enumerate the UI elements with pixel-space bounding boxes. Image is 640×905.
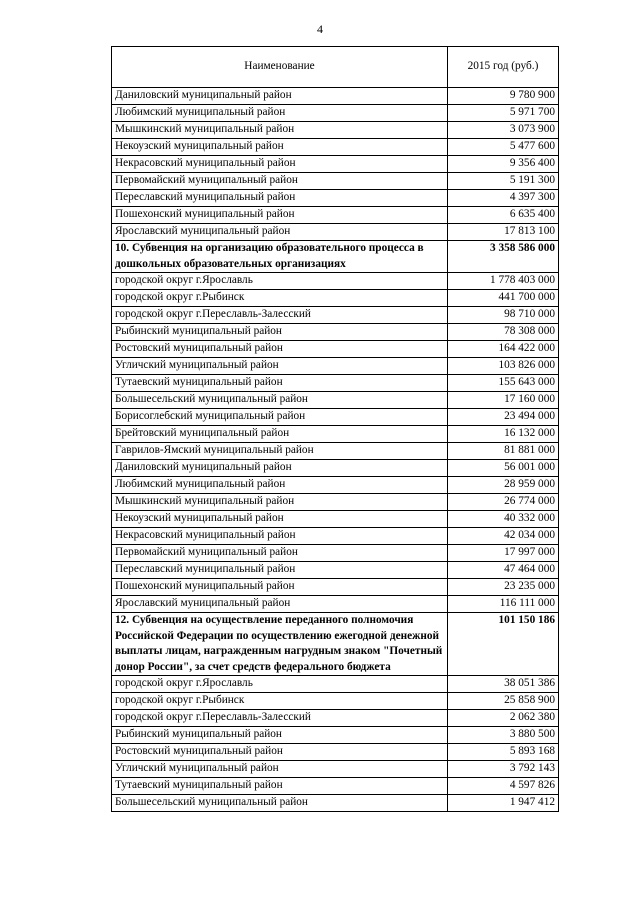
row-amount: 23 235 000 [448,579,559,596]
row-name: Пошехонский муниципальный район [112,579,448,596]
table-row [112,511,559,528]
header-name: Наименование [112,47,448,88]
section-row [112,241,559,273]
row-name: Угличский муниципальный район [112,358,448,375]
row-name: Некрасовский муниципальный район [112,156,448,173]
table-row [112,596,559,613]
table-row [112,562,559,579]
row-amount: 164 422 000 [448,341,559,358]
row-amount: 155 643 000 [448,375,559,392]
row-amount: 9 356 400 [448,156,559,173]
row-name: городской округ г.Рыбинск [112,290,448,307]
row-amount: 2 062 380 [448,710,559,727]
row-name: городской округ г.Рыбинск [112,693,448,710]
row-amount: 17 813 100 [448,224,559,241]
row-amount: 4 397 300 [448,190,559,207]
row-amount: 16 132 000 [448,426,559,443]
row-amount: 23 494 000 [448,409,559,426]
row-amount: 3 880 500 [448,727,559,744]
table-row [112,494,559,511]
row-amount: 103 826 000 [448,358,559,375]
row-name: Переславский муниципальный район [112,562,448,579]
table-row [112,139,559,156]
row-name: Даниловский муниципальный район [112,460,448,477]
row-name: Некоузский муниципальный район [112,139,448,156]
row-amount: 1 947 412 [448,795,559,812]
row-name: Любимский муниципальный район [112,105,448,122]
header-amount: 2015 год (руб.) [448,47,559,88]
row-name: Большесельский муниципальный район [112,392,448,409]
row-name: Борисоглебский муниципальный район [112,409,448,426]
table-row [112,156,559,173]
table-row [112,122,559,139]
table-row [112,224,559,241]
table-row [112,88,559,105]
table-row [112,676,559,693]
row-amount: 17 997 000 [448,545,559,562]
row-name: Любимский муниципальный район [112,477,448,494]
row-amount: 5 893 168 [448,744,559,761]
budget-table [111,46,559,812]
row-amount: 6 635 400 [448,207,559,224]
row-amount: 26 774 000 [448,494,559,511]
row-name: Брейтовский муниципальный район [112,426,448,443]
table-row [112,207,559,224]
row-amount: 38 051 386 [448,676,559,693]
row-name: Некоузский муниципальный район [112,511,448,528]
row-name: Большесельский муниципальный район [112,795,448,812]
row-amount: 116 111 000 [448,596,559,613]
table-body [112,88,559,812]
table-row [112,324,559,341]
table-row [112,358,559,375]
table-row [112,579,559,596]
table-row [112,460,559,477]
row-name: Рыбинский муниципальный район [112,727,448,744]
row-amount: 5 971 700 [448,105,559,122]
row-amount: 1 778 403 000 [448,273,559,290]
section-amount: 3 358 586 000 [448,241,559,273]
table-row [112,105,559,122]
row-amount: 5 191 300 [448,173,559,190]
table-row [112,477,559,494]
row-name: Ярославский муниципальный район [112,596,448,613]
row-name: Тутаевский муниципальный район [112,778,448,795]
row-amount: 441 700 000 [448,290,559,307]
row-amount: 98 710 000 [448,307,559,324]
row-amount: 78 308 000 [448,324,559,341]
table-row [112,307,559,324]
table-row [112,173,559,190]
row-name: Ростовский муниципальный район [112,744,448,761]
row-name: Рыбинский муниципальный район [112,324,448,341]
page-number: 4 [317,22,323,36]
row-amount: 3 073 900 [448,122,559,139]
table-row [112,795,559,812]
row-name: Ярославский муниципальный район [112,224,448,241]
row-name: Первомайский муниципальный район [112,545,448,562]
section-amount: 101 150 186 [448,613,559,676]
row-name: Гаврилов-Ямский муниципальный район [112,443,448,460]
section-row [112,613,559,676]
table-row [112,693,559,710]
table-row [112,375,559,392]
row-name: Тутаевский муниципальный район [112,375,448,392]
row-amount: 17 160 000 [448,392,559,409]
row-name: Мышкинский муниципальный район [112,122,448,139]
table-row [112,443,559,460]
row-name: городской округ г.Переславль-Залесский [112,710,448,727]
row-amount: 3 792 143 [448,761,559,778]
row-amount: 4 597 826 [448,778,559,795]
table-row [112,273,559,290]
row-amount: 81 881 000 [448,443,559,460]
table-row [112,290,559,307]
row-amount: 47 464 000 [448,562,559,579]
row-name: городской округ г.Ярославль [112,676,448,693]
table-row [112,727,559,744]
table-header-row [112,47,559,88]
row-name: Переславский муниципальный район [112,190,448,207]
row-amount: 25 858 900 [448,693,559,710]
row-amount: 56 001 000 [448,460,559,477]
row-name: Даниловский муниципальный район [112,88,448,105]
table-row [112,761,559,778]
row-amount: 40 332 000 [448,511,559,528]
table-row [112,528,559,545]
row-name: городской округ г.Переславль-Залесский [112,307,448,324]
row-amount: 28 959 000 [448,477,559,494]
table-row [112,392,559,409]
table-row [112,545,559,562]
row-name: Первомайский муниципальный район [112,173,448,190]
table-row [112,190,559,207]
table-row [112,426,559,443]
table-row [112,744,559,761]
row-name: городской округ г.Ярославль [112,273,448,290]
row-amount: 9 780 900 [448,88,559,105]
row-name: Ростовский муниципальный район [112,341,448,358]
section-title: 12. Субвенция на осуществление переданного полномочия Российской Федерации по осуществлению ежегодной денежной выплаты лицам, награжденным нагрудным знаком "Почетный донор России", за счет средств федерального бюджета [112,613,448,676]
row-amount: 42 034 000 [448,528,559,545]
table-row [112,341,559,358]
table-row [112,409,559,426]
section-title: 10. Субвенция на организацию образовательного процесса в дошкольных образовательных организациях [112,241,448,273]
table-row [112,778,559,795]
row-name: Пошехонский муниципальный район [112,207,448,224]
row-amount: 5 477 600 [448,139,559,156]
row-name: Некрасовский муниципальный район [112,528,448,545]
row-name: Мышкинский муниципальный район [112,494,448,511]
row-name: Угличский муниципальный район [112,761,448,778]
table-row [112,710,559,727]
